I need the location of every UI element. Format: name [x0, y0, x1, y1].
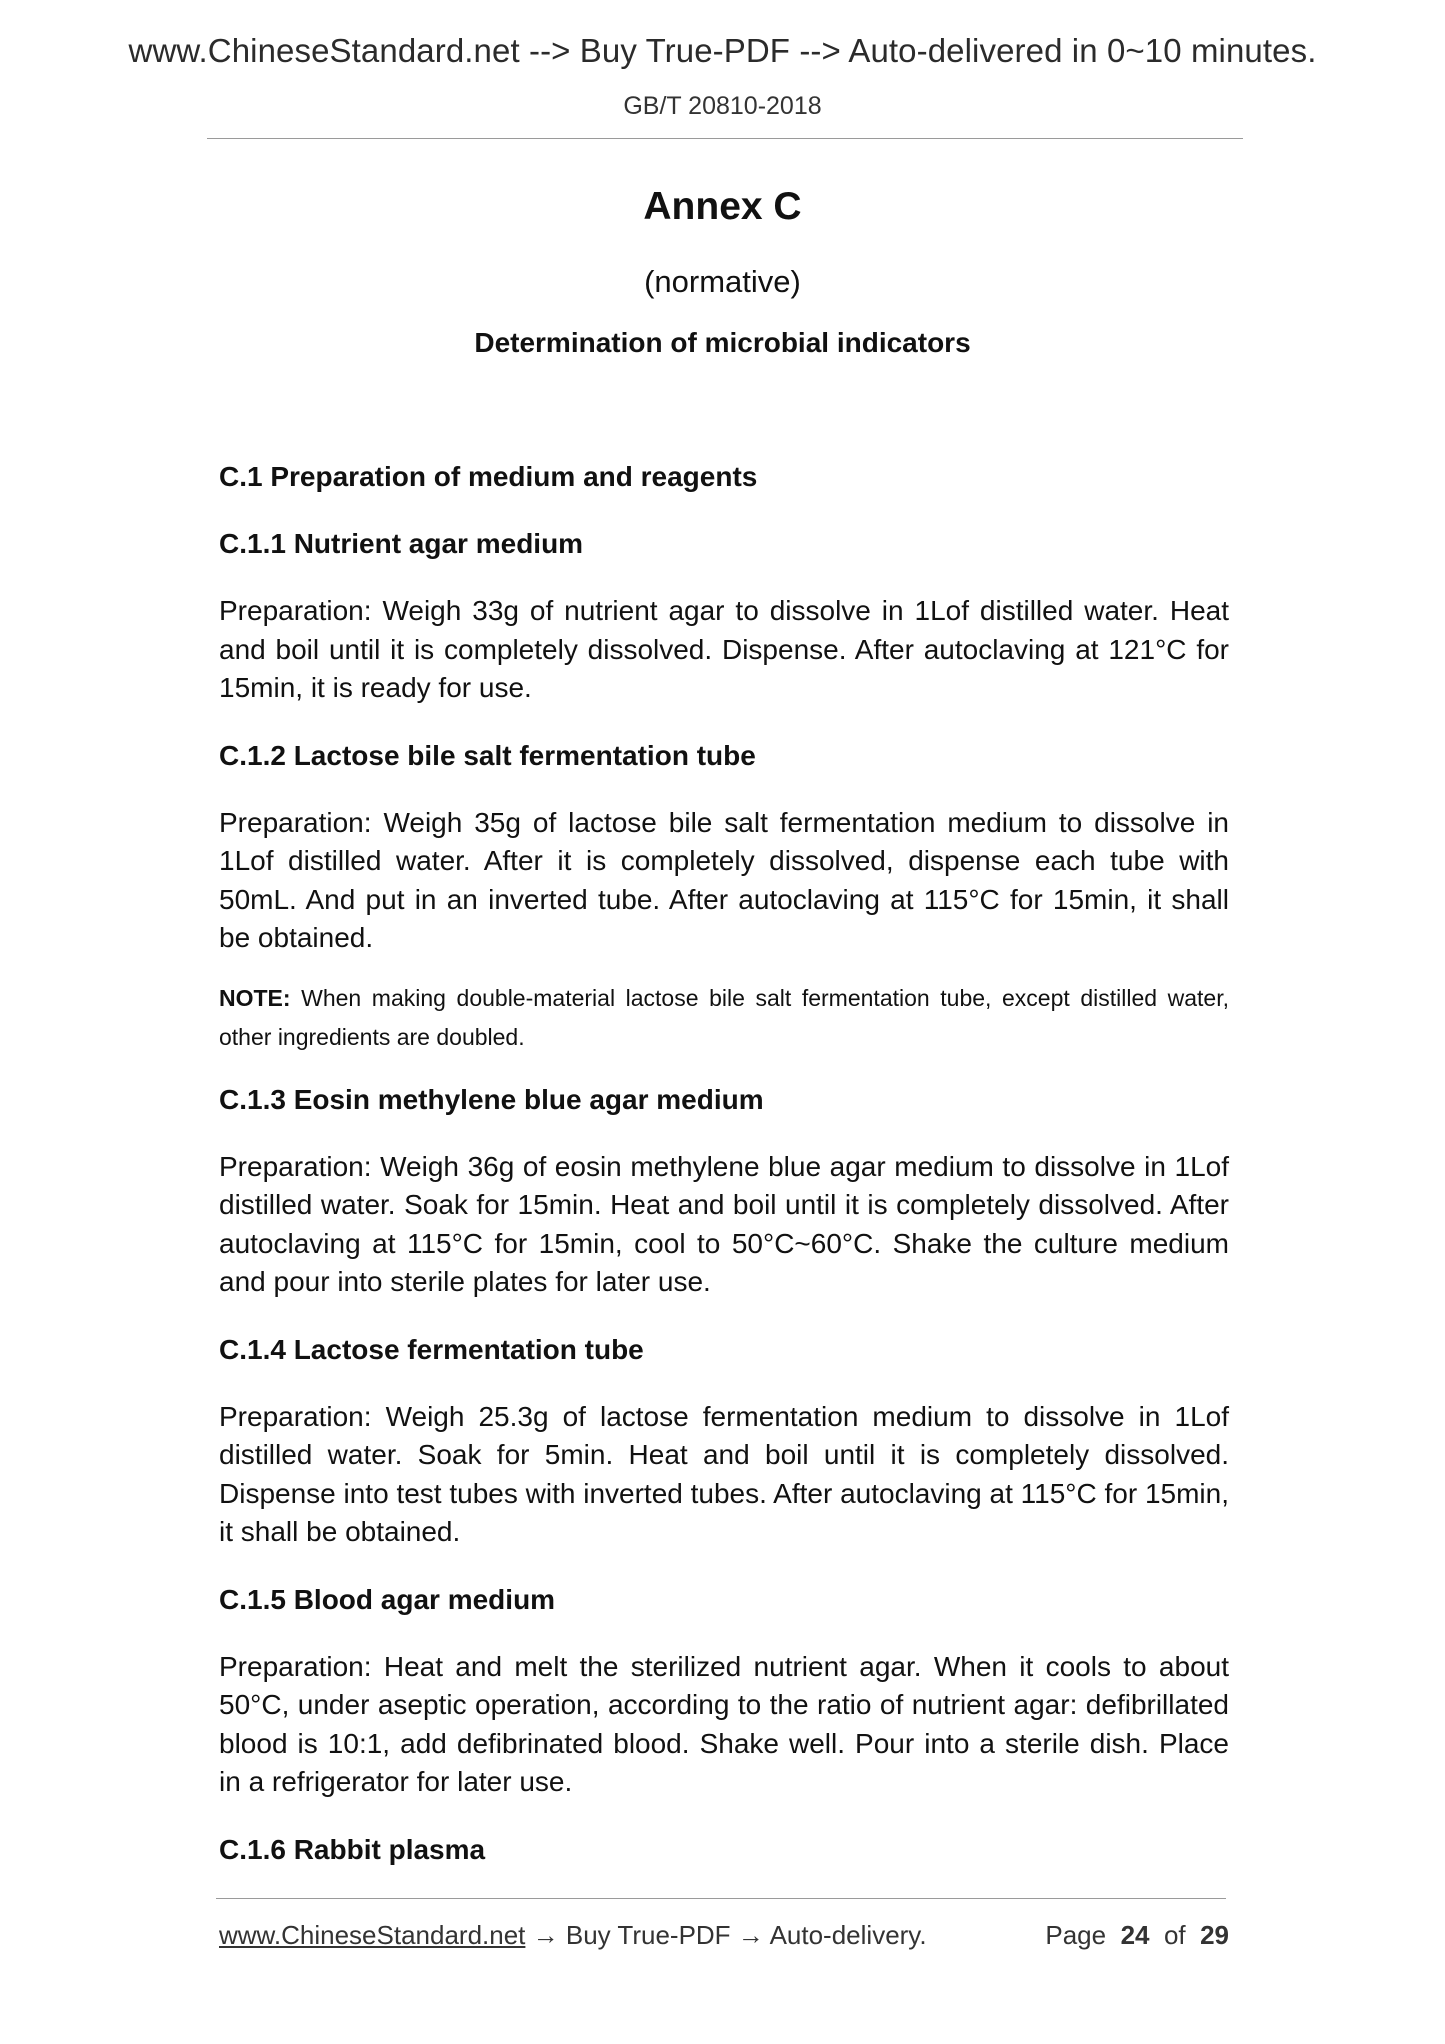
footer-divider [216, 1898, 1226, 1899]
footer-promo [219, 1920, 927, 1951]
section-text-c1-2: Preparation: Weigh 35g of lactose bile salt fermentation medium to dissolve in 1Lof distilled water. After it is completely dissolved, dispense each tube with 50mL. And put in an inverted tube. After autoclaving at 115°C for 15min, it shall be obtained. [219, 806, 1229, 953]
header-divider [207, 138, 1243, 139]
section-text-c1-1: Preparation: Weigh 33g of nutrient agar to dissolve in 1Lof distilled water. Heat and boil until it is completely dissolved. Dispense. After autoclaving at 121°C for 15min, it is ready for use. [219, 595, 1229, 703]
of-word: of [1163, 1920, 1186, 1950]
section-heading-c1-1: C.1.1 Nutrient agar medium [219, 528, 584, 559]
current-page: 24 [1120, 1920, 1150, 1950]
section-text-c1-3: Preparation: Weigh 36g of eosin methylene blue agar medium to dissolve in 1Lof distilled water. Soak for 15min. Heat and boil until it is completely dissolved. After autoclaving at 115°C for 15min, cool to 50°C~60°C. Shake the culture medium and pour into sterile plates for later use. [219, 1150, 1229, 1297]
section-text-c1-5: Preparation: Heat and melt the sterilized nutrient agar. When it cools to about 50°C, under aseptic operation, according to the ratio of nutrient agar: defibrillated blood is 10:1, add defibrinated blood. Shake well. Pour into a sterile dish. Place in a refrigerator for later use. [219, 1650, 1229, 1797]
section-heading-c1-3: C.1.3 Eosin methylene blue agar medium [219, 1083, 764, 1115]
section-heading-c1-4: C.1.4 Lactose fermentation tube [219, 1333, 644, 1365]
site-banner: www.ChineseStandard.net --> Buy True-PDF --> Auto-delivered in 0~10 minutes. [128, 32, 1317, 69]
annex-title: Annex C [643, 185, 802, 228]
section-heading-c1-2: C.1.2 Lactose bile salt fermentation tube [219, 739, 756, 771]
note [219, 979, 1229, 1057]
document-body [219, 458, 1229, 1898]
section-heading-c1: C.1 Preparation of medium and reagents [219, 461, 758, 492]
document-id: GB/T 20810-2018 [623, 92, 822, 120]
annex-type: (normative) [644, 264, 801, 299]
section-heading-c1-5: C.1.5 Blood agar medium [219, 1583, 556, 1615]
section-heading-c1-6: C.1.6 Rabbit plasma [219, 1833, 486, 1865]
footer-promo-text: → Buy True-PDF → Auto-delivery. [525, 1920, 927, 1950]
note-text: When making double-material lactose bile salt fermentation tube, except distilled water, other ingredients are doubled. [219, 984, 1229, 1050]
note-label: NOTE: [219, 984, 291, 1011]
total-pages: 29 [1200, 1920, 1229, 1950]
footer-site-link[interactable]: www.ChineseStandard.net [219, 1920, 526, 1950]
page-indicator [1045, 1920, 1229, 1951]
page-word: Page [1045, 1920, 1107, 1950]
annex-subtitle: Determination of microbial indicators [474, 327, 971, 358]
section-text-c1-4: Preparation: Weigh 25.3g of lactose fermentation medium to dissolve in 1Lof distilled water. Soak for 5min. Heat and boil until it is completely dissolved. Dispense into test tubes with inverted tubes. After autoclaving at 115°C for 15min, it shall be obtained. [219, 1400, 1229, 1547]
